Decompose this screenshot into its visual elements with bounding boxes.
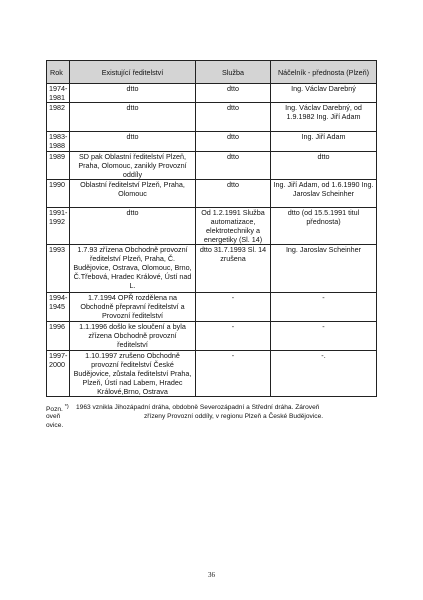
table-row bbox=[47, 132, 377, 152]
cell-service: dtto bbox=[196, 132, 271, 152]
cell-service: - bbox=[196, 322, 271, 351]
cell-year: 1989 bbox=[47, 152, 70, 180]
header-row bbox=[47, 61, 377, 84]
cell-head: - bbox=[271, 293, 377, 322]
cell-year: 1983-1988 bbox=[47, 132, 70, 152]
cell-head: - bbox=[271, 322, 377, 351]
cell-year: 1991-1992 bbox=[47, 208, 70, 245]
cell-year: 1982 bbox=[47, 103, 70, 132]
cell-head: Ing. Jaroslav Scheinher bbox=[271, 245, 377, 293]
history-table bbox=[46, 60, 377, 397]
cell-service: dtto bbox=[196, 84, 271, 103]
table-row bbox=[47, 322, 377, 351]
cell-directorate: Oblastní ředitelství Plzeň, Praha, Olomouc bbox=[70, 180, 196, 208]
table-row bbox=[47, 180, 377, 208]
table-row bbox=[47, 351, 377, 397]
table-row bbox=[47, 245, 377, 293]
cell-directorate: SD pak Oblastní ředitelství Plzeň, Praha, Olomouc, zanikly Provozní oddíly bbox=[70, 152, 196, 180]
cell-directorate: dtto bbox=[70, 208, 196, 245]
cell-service: - bbox=[196, 293, 271, 322]
cell-head: Ing. Jiří Adam, od 1.6.1990 Ing. Jaroslav Scheinher bbox=[271, 180, 377, 208]
cell-directorate: dtto bbox=[70, 103, 196, 132]
table-row bbox=[47, 84, 377, 103]
cell-directorate: 1.7.1994 OPŘ rozdělena na Obchodně přepravní ředitelství a Provozní ředitelství bbox=[70, 293, 196, 322]
cell-directorate: dtto bbox=[70, 84, 196, 103]
cell-head: Ing. Václav Darebný, od 1.9.1982 Ing. Jiří Adam bbox=[271, 103, 377, 132]
cell-year: 1994-1945 bbox=[47, 293, 70, 322]
cell-directorate: dtto bbox=[70, 132, 196, 152]
cell-head: Ing. Jiří Adam bbox=[271, 132, 377, 152]
footnote bbox=[46, 403, 376, 430]
cell-head: Ing. Václav Darebný bbox=[271, 84, 377, 103]
header-directorate: Existující ředitelství bbox=[70, 61, 196, 84]
cell-service: dtto bbox=[196, 103, 271, 132]
footnote-line-2b: zřízeny Provozní oddíly, v regionu Plzeň a České Budějovice. bbox=[144, 413, 324, 420]
cell-service: Od 1.2.1991 Služba automatizace, elektrotechniky a energetiky (Sl. 14) bbox=[196, 208, 271, 245]
cell-service: dtto bbox=[196, 180, 271, 208]
footnote-label: Pozn. *) bbox=[46, 404, 69, 414]
header-year: Rok bbox=[47, 61, 70, 84]
table-row bbox=[47, 152, 377, 180]
cell-service: dtto 31.7.1993 Sl. 14 zrušena bbox=[196, 245, 271, 293]
cell-year: 1993 bbox=[47, 245, 70, 293]
cell-directorate: 1.10.1997 zrušeno Obchodně provozní ředitelství České Budějovice, zůstala ředitelství Praha, Plzeň, Ústí nad Labem, Hradec Králové,Brno, Ostrava bbox=[70, 351, 196, 397]
cell-year: 1990 bbox=[47, 180, 70, 208]
cell-service: dtto bbox=[196, 152, 271, 180]
footnote-marker: *) bbox=[64, 404, 69, 410]
table-row bbox=[47, 208, 377, 245]
cell-year: 1996 bbox=[47, 322, 70, 351]
cell-year: 1974-1981 bbox=[47, 84, 70, 103]
cell-service: - bbox=[196, 351, 271, 397]
footnote-line-3: ovice. bbox=[46, 422, 64, 429]
table-row bbox=[47, 103, 377, 132]
page-number: 36 bbox=[208, 571, 215, 579]
cell-year: 1997-2000 bbox=[47, 351, 70, 397]
table-row bbox=[47, 293, 377, 322]
cell-directorate: 1.7.93 zřízena Obchodně provozní ředitelství Plzeň, Praha, Č. Budějovice, Ostrava, Olomouc, Brno, Č.Třebová, Hradec Králové, Ústí nad L. bbox=[70, 245, 196, 293]
footnote-line-1: 1963 vznikla Jihozápadní dráha, obdobně Severozápadní a Střední dráha. Zároveň bbox=[76, 404, 320, 411]
cell-head: -. bbox=[271, 351, 377, 397]
header-head: Náčelník - přednosta (Plzeň) bbox=[271, 61, 377, 84]
footnote-line-2a: oveň bbox=[46, 413, 61, 420]
cell-head: dtto bbox=[271, 152, 377, 180]
cell-head: dtto (od 15.5.1991 titul přednosta) bbox=[271, 208, 377, 245]
cell-directorate: 1.1.1996 došlo ke sloučení a byla zřízena Obchodně provozní ředitelství bbox=[70, 322, 196, 351]
header-service: Služba bbox=[196, 61, 271, 84]
